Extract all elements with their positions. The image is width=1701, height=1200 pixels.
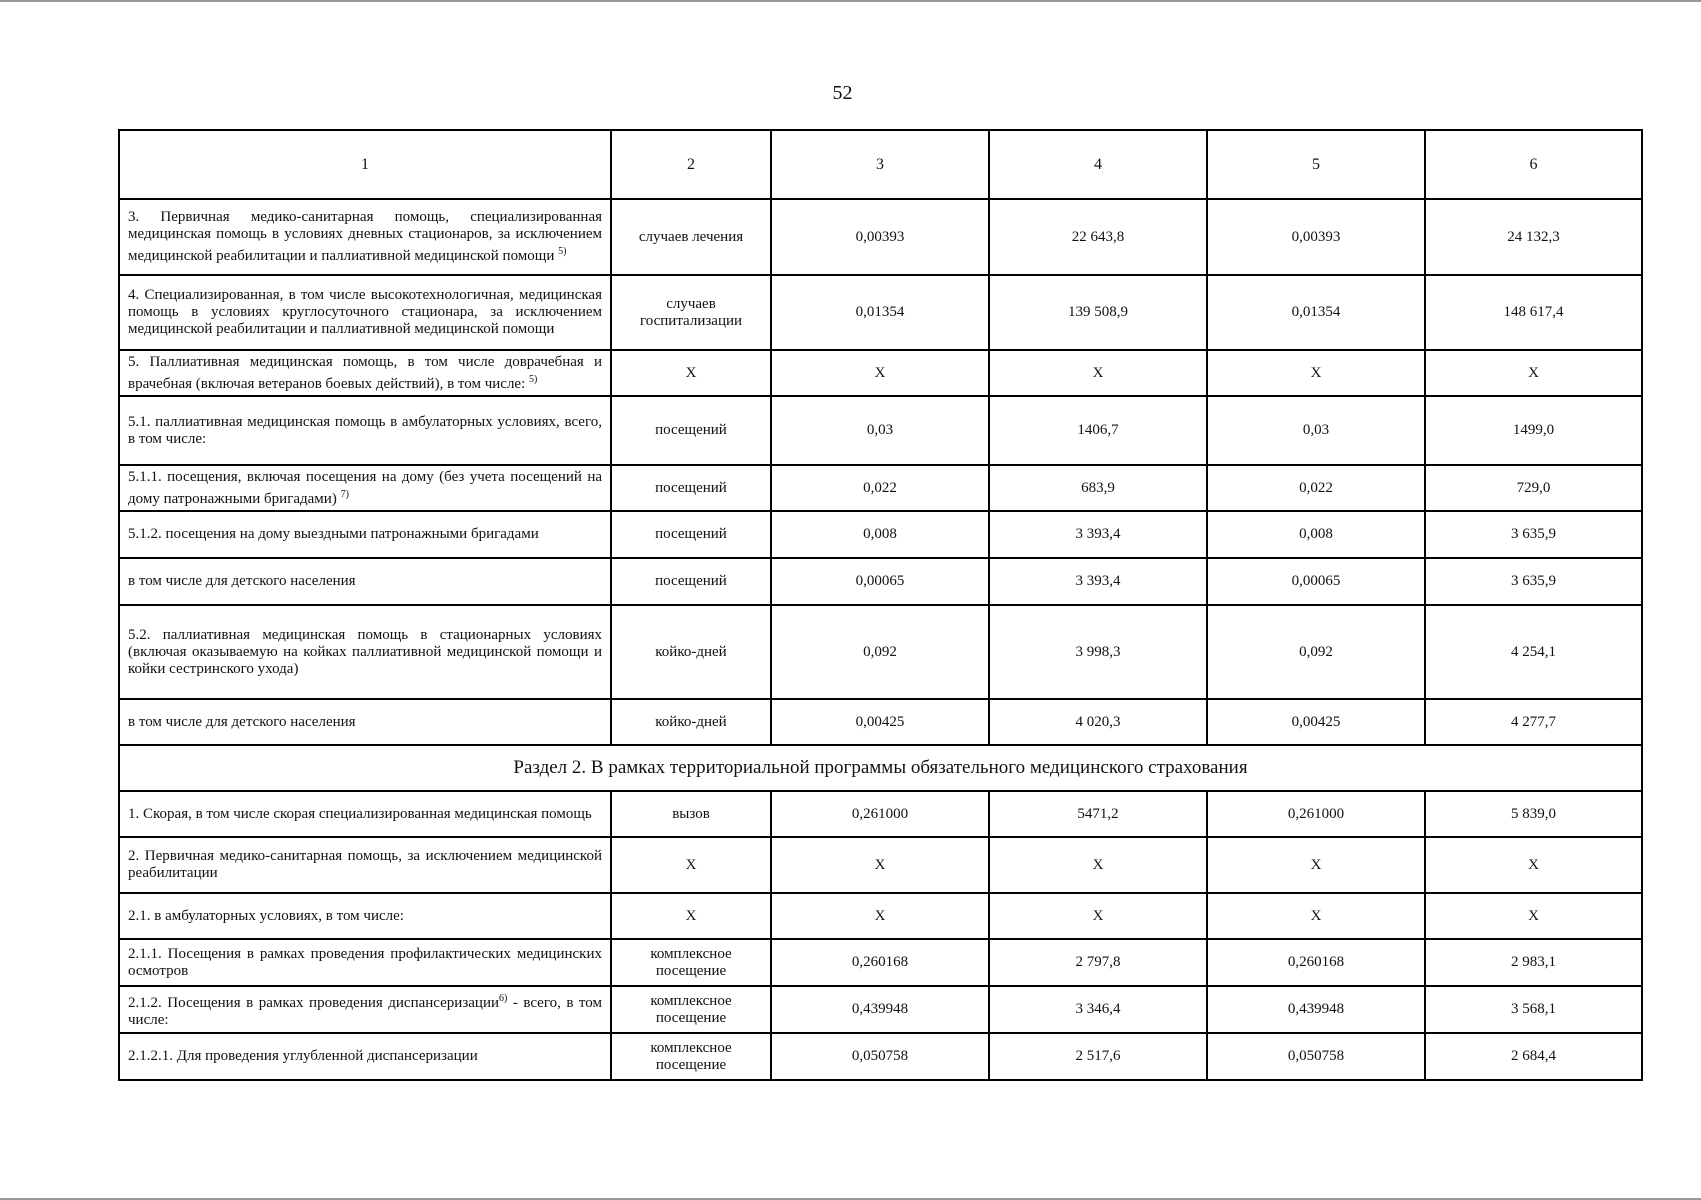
header-cell: 3 [771, 130, 989, 199]
value-cell: 729,0 [1425, 465, 1642, 511]
value-cell: 5 839,0 [1425, 791, 1642, 837]
row-name-cell [119, 837, 611, 893]
value-cell: 3 393,4 [989, 558, 1207, 605]
header-cell: 6 [1425, 130, 1642, 199]
value-cell: X [1425, 893, 1642, 939]
value-cell: X [1207, 837, 1425, 893]
value-cell: 0,00065 [771, 558, 989, 605]
unit-cell: койко-дней [611, 605, 771, 699]
value-cell: 24 132,3 [1425, 199, 1642, 275]
unit-cell: вызов [611, 791, 771, 837]
value-cell: 0,092 [771, 605, 989, 699]
table-row [119, 791, 1642, 837]
value-cell: 4 277,7 [1425, 699, 1642, 745]
value-cell: X [1207, 350, 1425, 396]
value-cell: 3 568,1 [1425, 986, 1642, 1033]
row-name-cell [119, 465, 611, 511]
header-cell: 4 [989, 130, 1207, 199]
footnote-mark: 6) [499, 993, 508, 1004]
unit-cell: комплексное посещение [611, 939, 771, 986]
footnote-mark: 7) [340, 488, 349, 500]
value-cell: 0,00393 [771, 199, 989, 275]
value-cell: 4 020,3 [989, 699, 1207, 745]
value-cell: 148 617,4 [1425, 275, 1642, 350]
value-cell: 0,439948 [1207, 986, 1425, 1033]
row-name-cell [119, 605, 611, 699]
value-cell: 683,9 [989, 465, 1207, 511]
unit-cell: койко-дней [611, 699, 771, 745]
table-row [119, 558, 1642, 605]
value-cell: 5471,2 [989, 791, 1207, 837]
row-name-cell [119, 893, 611, 939]
value-cell: X [989, 893, 1207, 939]
value-cell: 0,008 [771, 511, 989, 558]
table-row [119, 605, 1642, 699]
row-name: 5.1. паллиативная медицинская помощь в амбулаторных условиях, всего, в том числе: [128, 413, 602, 447]
unit-cell: посещений [611, 511, 771, 558]
unit-cell: X [611, 837, 771, 893]
table-row [119, 893, 1642, 939]
row-name-cell [119, 511, 611, 558]
header-cell: 2 [611, 130, 771, 199]
table-row [119, 511, 1642, 558]
unit-cell: случаев госпитализации [611, 275, 771, 350]
row-name-cell [119, 939, 611, 986]
header-cell: 5 [1207, 130, 1425, 199]
value-cell: 2 797,8 [989, 939, 1207, 986]
value-cell: 0,261000 [1207, 791, 1425, 837]
value-cell: X [1425, 350, 1642, 396]
row-name-cell [119, 699, 611, 745]
value-cell: 2 983,1 [1425, 939, 1642, 986]
table-row [119, 939, 1642, 986]
value-cell: X [771, 837, 989, 893]
row-name-cell [119, 791, 611, 837]
value-cell: X [1207, 893, 1425, 939]
row-name-cell [119, 396, 611, 465]
scan-top-edge [0, 0, 1701, 2]
table-row [119, 1033, 1642, 1080]
row-name: 2.1.1. Посещения в рамках проведения профилактических медицинских осмотров [128, 945, 602, 979]
row-name-cell [119, 199, 611, 275]
value-cell: 0,092 [1207, 605, 1425, 699]
row-name: 1. Скорая, в том числе скорая специализированная медицинская помощь [128, 805, 592, 822]
unit-cell: посещений [611, 396, 771, 465]
value-cell: 0,260168 [771, 939, 989, 986]
row-name-cell [119, 986, 611, 1033]
value-cell: 0,439948 [771, 986, 989, 1033]
value-cell: 4 254,1 [1425, 605, 1642, 699]
row-name: 2.1.2. Посещения в рамках проведения диспансеризации [128, 995, 499, 1011]
row-name: 2.1. в амбулаторных условиях, в том числе: [128, 907, 404, 924]
row-name-tail: - всего, в том числе: [128, 995, 602, 1028]
row-name: 2.1.2.1. Для проведения углубленной диспансеризации [128, 1048, 478, 1064]
row-name: 5.2. паллиативная медицинская помощь в стационарных условиях (включая оказываемую на койках паллиативной медицинской помощи и койки сестринского ухода) [128, 626, 602, 677]
unit-cell: комплексное посещение [611, 1033, 771, 1080]
footnote-mark: 5) [529, 373, 538, 385]
value-cell: X [771, 350, 989, 396]
value-cell: 1406,7 [989, 396, 1207, 465]
value-cell: X [771, 893, 989, 939]
value-cell: 3 393,4 [989, 511, 1207, 558]
value-cell: 0,01354 [771, 275, 989, 350]
value-cell: X [1425, 837, 1642, 893]
table-row [119, 699, 1642, 745]
row-name: 3. Первичная медико-санитарная помощь, специализированная медицинская помощь в условиях дневных стационаров, за исключением медицинской реабилитации и паллиативной медицинской помощи [128, 209, 602, 264]
row-name-cell [119, 350, 611, 396]
row-name: 5.1.1. посещения, включая посещения на дому (без учета посещений на дому патронажными бригадами) [128, 468, 602, 507]
value-cell: 0,00393 [1207, 199, 1425, 275]
value-cell: 0,022 [1207, 465, 1425, 511]
value-cell: 0,01354 [1207, 275, 1425, 350]
value-cell: 0,050758 [1207, 1033, 1425, 1080]
value-cell: 0,03 [1207, 396, 1425, 465]
value-cell: X [989, 837, 1207, 893]
value-cell: 0,008 [1207, 511, 1425, 558]
table-row [119, 396, 1642, 465]
unit-cell: посещений [611, 465, 771, 511]
row-name: в том числе для детского населения [128, 713, 356, 730]
header-cell: 1 [119, 130, 611, 199]
row-name: 5.1.2. посещения на дому выездными патронажными бригадами [128, 526, 539, 542]
value-cell: 0,022 [771, 465, 989, 511]
page-number: 52 [832, 82, 853, 104]
value-cell: 3 635,9 [1425, 558, 1642, 605]
row-name: 5. Паллиативная медицинская помощь, в том числе доврачебная и врачебная (включая ветеранов боевых действий), в том числе: [128, 353, 602, 392]
section-title-row [119, 745, 1642, 791]
row-name-cell [119, 1033, 611, 1080]
unit-cell: X [611, 350, 771, 396]
table-row [119, 199, 1642, 275]
value-cell: 0,00425 [771, 699, 989, 745]
value-cell: X [989, 350, 1207, 396]
header-row [119, 130, 1642, 199]
value-cell: 3 635,9 [1425, 511, 1642, 558]
table-row [119, 465, 1642, 511]
unit-cell: случаев лечения [611, 199, 771, 275]
table-row [119, 350, 1642, 396]
value-cell: 0,260168 [1207, 939, 1425, 986]
value-cell: 139 508,9 [989, 275, 1207, 350]
table-row [119, 986, 1642, 1033]
value-cell: 1499,0 [1425, 396, 1642, 465]
unit-cell: X [611, 893, 771, 939]
row-name: 2. Первичная медико-санитарная помощь, за исключением медицинской реабилитации [128, 848, 602, 881]
value-cell: 0,00425 [1207, 699, 1425, 745]
value-cell: 3 346,4 [989, 986, 1207, 1033]
row-name-cell [119, 275, 611, 350]
value-cell: 0,03 [771, 396, 989, 465]
data-table [118, 129, 1643, 1081]
unit-cell: комплексное посещение [611, 986, 771, 1033]
footnote-mark: 5) [558, 246, 567, 257]
unit-cell: посещений [611, 558, 771, 605]
table-row [119, 275, 1642, 350]
row-name: в том числе для детского населения [128, 573, 356, 589]
value-cell: 3 998,3 [989, 605, 1207, 699]
table-row [119, 837, 1642, 893]
value-cell: 0,050758 [771, 1033, 989, 1080]
value-cell: 0,261000 [771, 791, 989, 837]
row-name-cell [119, 558, 611, 605]
value-cell: 2 684,4 [1425, 1033, 1642, 1080]
row-name: 4. Специализированная, в том числе высокотехнологичная, медицинская помощь в условиях круглосуточного стационара, за исключением медицинской реабилитации и паллиативной медицинской помощи [128, 287, 602, 337]
section-title: Раздел 2. В рамках территориальной программы обязательного медицинского страхования [119, 745, 1642, 791]
value-cell: 22 643,8 [989, 199, 1207, 275]
value-cell: 0,00065 [1207, 558, 1425, 605]
value-cell: 2 517,6 [989, 1033, 1207, 1080]
